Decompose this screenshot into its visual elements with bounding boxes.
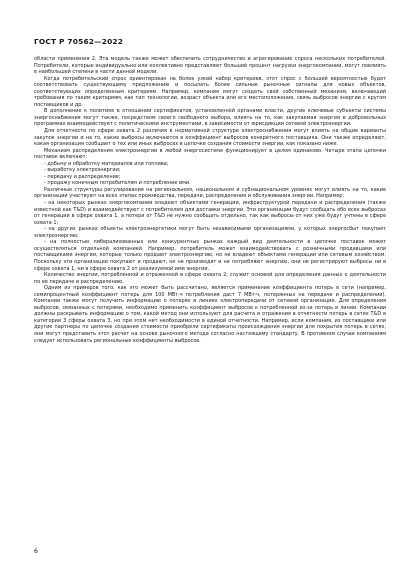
standard-title: ГОСТ Р 70562—2022 [34, 37, 124, 46]
paragraph: Различные структуры регулирования на региональном, национальном и субнациональном уровнях могут влиять на то, какие организации участвуют на всех этапах производства, передачи, распределения и обслуживания энергии. Например: [34, 186, 386, 200]
paragraph: Количество энергии, потребленной и отраженной в сфере охвата 2, служит основой для определения данных о деятельности по ее передаче и распределению. [34, 272, 386, 285]
paragraph: Механизм распределения электроэнергии в любой энергосистеме функционирует в целом одинаково. Четыре этапа цепочки поставок включают: [34, 147, 386, 161]
paragraph: Для отчетности по сфере охвата 2 различия в нормативной структуре электроснабжения могут влиять на общие варианты закупок энергии и на то, какие выбросы включаются в коэффициент выбросов конкретного поставщика. Они также определяют, какая организация сообщает о тех или иных выбросах в цепочке создания стоимости энергии, как показано ниже. [34, 128, 386, 148]
list-item: - продажу конечным потребителям и потребление ими. [44, 180, 191, 187]
document-body [34, 56, 386, 344]
paragraph: Когда потребительский спрос ориентирован на более узкий набор критериев, этот спрос с большей вероятностью будет соответствовать существующему предложению и посылать более сильные рыночные сигналы для новых объектов, соответствующих определенным критериям. Например, компания могут создать свой собственный механизм, включающий требования по таким критериям, как тип технологии, возраст объекта или его местоположение, связь выбросов энергии с кругом поставщиков и др. [34, 75, 386, 108]
list-item: - передачу и распределение; [44, 173, 121, 180]
paragraph: В дополнение к политике в отношении сертификатов, установленной органами власти, другие ключевые субъекты системы энергоснабжения могут также, посредством своего свободного выбора, влиять на то, как закупаемая энергия в добровольных программах взаимодействует с политическими инструментами, в зависимости от юрисдикции сетевой электроэнергии. [34, 108, 386, 128]
list-item: - добычу и обработку материалов или топлива; [44, 160, 169, 167]
paragraph: Одним из примеров того, как это может быть рассчитано, является применение коэффициента потерь в сети (например, семипроцентный коэффициент потерь для 100 МВт·ч потребления даст 7 МВт·ч, потерянных на передаче и распределении). Компании также могут получить информацию о потерях в линиях электропередачи от сетевой организации. Для определения выбросов, связанных с потерями, необходимо применить коэффициент выбросов к потребленной из-за потерь в линии. Компании должны раскрывать информацию о том, какой метод они используют для расчета и отражения в отчетности потерь в сетях T&D в категории 3 сферы охвата 3, но при этом нет необходимости в единой отчетности. Например, если компания, из поставщики или другие партнеры по цепочке создания стоимости приобрели сертификаты происхождения энергии для покрытия потерь в сетях, они могут представить этот расчет на основе рыночного метода согласно настоящему стандарту. В противном случае компаниям следует использовать региональные коэффициенты выбросов. [34, 285, 386, 344]
list-item: - на полностью либерализованных или конкурентных рынках каждый вид деятельности в цепочке поставок может осуществляться отдельной компанией. Например, потребитель может взаимодействовать с розничными продавцами или поставщиками энергии, которые только продают электроэнергию, но не владеют объектами генерации или сетевым хозяйством. Поскольку эти организации покупают и продают, но не производят и не потребляют энергию, они не регистрируют выбросы ни в сфере охвата 1, ни в сфере охвата 2 от реализуемой ими энергии. [34, 239, 386, 272]
list-item: - выработку электроэнергии; [44, 167, 121, 174]
list-item: - на других рынках объекты электроэнергетики могут быть независимыми организациями, у которых энергосбыт покупает электроэнергию; [34, 226, 386, 239]
list-item: - на некоторых рынках энергокомпании владеют объектами генерации, инфраструктурой передачи и распределения (также известной как T&D) и взаимодействуют с потребителем для доставки энергии. Эти организации будут сообщать обо всех выбросах от генерации в сфере охвата 1, а потери от T&D не нужно сообщать отдельно, так как выбросы от них уже будут учтены в сфере охвата 1; [34, 200, 386, 226]
page-number: 6 [34, 548, 38, 555]
paragraph: области применения 2. Эта модель также может обеспечить сотрудничество и агрегирование спроса нескольких потребителей. Потребители, которые индивидуально или коллективно представляют больший процент нагрузки энергокомпании, могут повлиять в наибольшей степени в части данной модели. [34, 56, 386, 76]
